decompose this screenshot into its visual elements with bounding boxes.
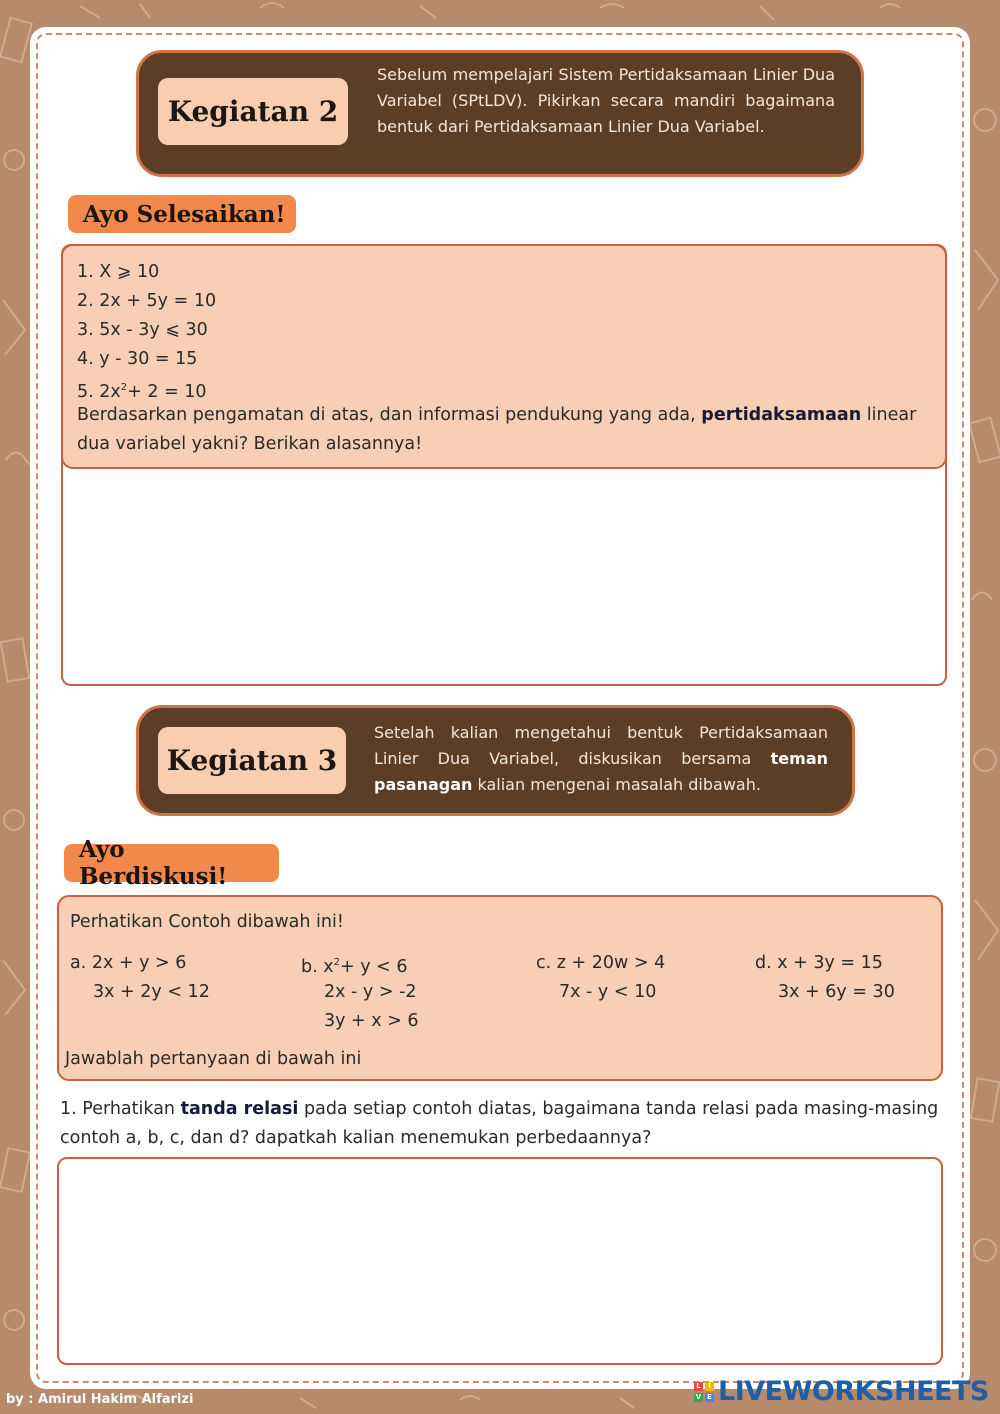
item5-suffix: + 2 = 10 <box>127 381 207 402</box>
kegiatan-2-banner <box>136 50 864 177</box>
example-b-line-2: 2x - y > -2 <box>324 982 417 1002</box>
list-item: 1. X ⩾ 10 <box>77 262 160 282</box>
logo-letter: L <box>694 1382 703 1391</box>
kegiatan-3-label: Kegiatan 3 <box>158 727 346 794</box>
kegiatan-2-label: Kegiatan 2 <box>158 78 348 145</box>
question-text-after: linear dua variabel yakni? Berikan alasannya! <box>77 405 917 454</box>
item5-superscript: 2 <box>120 382 128 393</box>
kegiatan-3-text-before: Setelah kalian mengetahui bentuk Pertidaksamaan Linier Dua Variabel, diskusikan bersama <box>374 723 828 768</box>
list-item <box>77 378 207 402</box>
item5-prefix: 5. 2x <box>77 381 121 402</box>
kegiatan-3-text-bold: teman pasanagan <box>374 749 828 794</box>
kegiatan-2-description: Sebelum mempelajari Sistem Pertidaksamaan Linier Dua Variabel (SPtLDV). Pikirkan secara mandiri bagaimana bentuk dari Pertidaksamaan Linier Dua Variabel. <box>377 65 835 136</box>
example-d-line-1: d. x + 3y = 15 <box>755 953 883 973</box>
example-b-prefix: b. x <box>301 956 334 977</box>
author-credit: by : Amirul Hakim Alfarizi <box>6 1392 194 1407</box>
example-b-line-3: 3y + x > 6 <box>324 1011 419 1031</box>
question-bold-word: pertidaksamaan <box>701 405 862 425</box>
liveworksheets-icon <box>694 1382 714 1402</box>
logo-letter: E <box>705 1393 714 1402</box>
ayo-berdiskusi-box <box>57 895 943 1081</box>
liveworksheets-logo <box>694 1376 989 1407</box>
example-c-line-2: 7x - y < 10 <box>559 982 657 1002</box>
example-b-line-1 <box>301 953 407 977</box>
question-1-answer-area[interactable] <box>57 1157 943 1365</box>
answer-prompt: Jawablah pertanyaan di bawah ini <box>65 1049 362 1069</box>
example-d-line-2: 3x + 6y = 30 <box>778 982 895 1002</box>
kegiatan-3-banner <box>136 705 855 816</box>
example-b-suffix: + y < 6 <box>339 956 408 977</box>
kegiatan-3-description <box>374 720 828 798</box>
question-1-bold: tanda relasi <box>180 1099 299 1119</box>
examples-intro: Perhatikan Contoh dibawah ini! <box>70 912 344 932</box>
question-text-before: Berdasarkan pengamatan di atas, dan informasi pendukung yang ada, <box>77 405 696 425</box>
question-1 <box>60 1095 940 1153</box>
ayo-selesaikan-tag: Ayo Selesaikan! <box>68 195 296 233</box>
list-item: 2. 2x + 5y = 10 <box>77 291 217 311</box>
ayo-berdiskusi-tag: Ayo Berdiskusi! <box>64 844 279 882</box>
kegiatan-3-text-after: kalian mengenai masalah dibawah. <box>477 775 761 794</box>
list-item: 4. y - 30 = 15 <box>77 349 198 369</box>
liveworksheets-brand: LIVEWORKSHEETS <box>718 1376 989 1407</box>
ayo-selesaikan-box <box>61 244 947 469</box>
list-item: 3. 5x - 3y ⩽ 30 <box>77 320 208 340</box>
logo-letter: V <box>695 1392 702 1401</box>
logo-letter: I <box>705 1382 714 1391</box>
example-b-superscript: 2 <box>333 957 340 968</box>
question-1-before: 1. Perhatikan <box>60 1099 176 1119</box>
question-1-after: pada setiap contoh diatas, bagaimana tanda relasi pada masing-masing contoh a, b, c, dan d? dapatkah kalian menemukan perbedaannya? <box>60 1099 939 1148</box>
example-a-line-1: a. 2x + y > 6 <box>70 953 187 973</box>
example-c-line-1: c. z + 20w > 4 <box>536 953 666 973</box>
example-a-line-2: 3x + 2y < 12 <box>93 982 210 1002</box>
ayo-selesaikan-question <box>77 401 927 459</box>
